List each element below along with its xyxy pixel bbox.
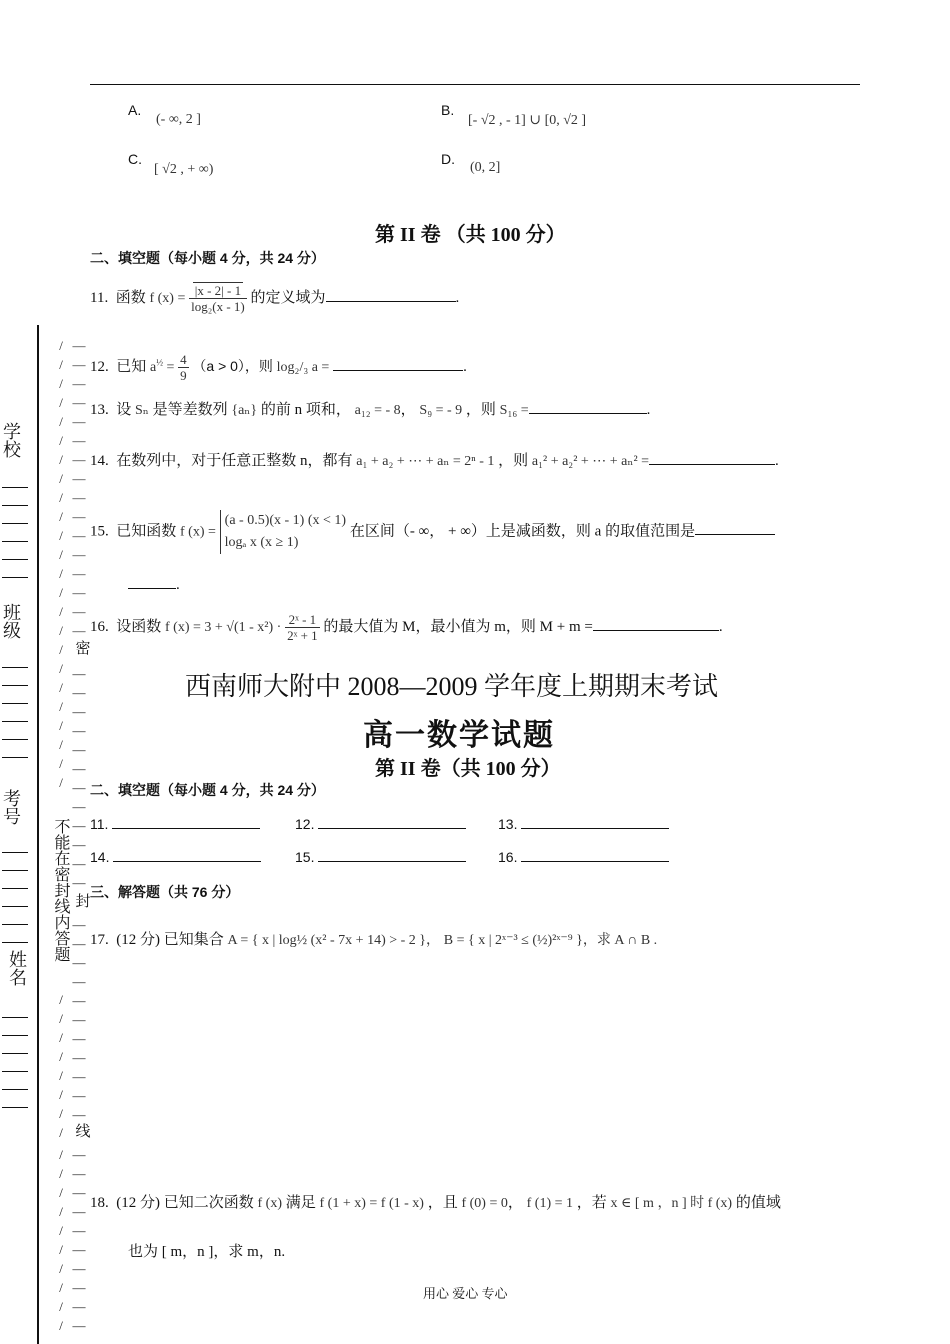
q18-eq1: f (1 + x) = f (1 - x): [319, 1196, 424, 1211]
q14-expr2: a₁² + a₂² + ⋯ + aₙ² =: [531, 454, 650, 469]
answer-slot-14: 14.: [90, 849, 261, 865]
q16-fraction: $\frac{\text{2ˣ - 1}}{\text{2ˣ + 1}}$: [287, 612, 318, 643]
q13-answer-blank[interactable]: [529, 399, 647, 414]
q15-continuation: .: [128, 574, 180, 594]
seal-dash-column-bottom: — — — — — — — — — —: [72, 1147, 86, 1333]
choice-b-label: B.: [441, 102, 455, 118]
choice-d-value: (0, 2]: [470, 160, 501, 175]
q14-answer-blank[interactable]: [649, 450, 775, 465]
q17-set-a: A = { x | log½ (x² - 7x + 14) > - 2 }，: [227, 933, 441, 948]
question-18: 18. (12 分) 已知二次函数 f (x) 满足 f (1 + x) = f (1 - x) ，且 f (0) = 0， f (1) = 1 ，若 x ∈ [ m ，n ] 时 f (x) 的值域: [90, 1195, 781, 1211]
q13-mid2: 的前 n 项和，: [260, 402, 351, 418]
q15-f: f (x) =: [180, 524, 216, 540]
q13-s9: S₉ = - 9: [419, 403, 463, 418]
q17-text: (12 分) 已知集合: [116, 932, 224, 948]
choice-c-value: [ √2 , + ∞): [154, 162, 214, 177]
solve-section-heading: 三、解答题（共 76 分）: [90, 884, 240, 900]
q11-number: 11.: [90, 289, 109, 306]
exam-no-field-lines[interactable]: [2, 835, 28, 950]
footer: 用心 爱心 专心: [423, 1286, 508, 1301]
question-16: 16. 设函数 f (x) = 3 + √(1 - x²) · $\frac{\text{2ˣ - 1}}{\text{2ˣ + 1}}$ 的最大值为 M，最小值为 m，则 M + m = .: [90, 612, 723, 643]
q13-an: {aₙ}: [231, 403, 258, 418]
answer-line-14[interactable]: [113, 849, 261, 862]
q15-answer-blank[interactable]: [695, 520, 775, 535]
answer-line-13[interactable]: [521, 816, 669, 829]
name-field-lines[interactable]: [2, 1000, 28, 1130]
seal-char-feng: 封: [75, 894, 91, 910]
q11-answer-blank[interactable]: [326, 287, 456, 302]
q13-mid: 是等差数列: [152, 402, 228, 418]
fill-section-heading: 二、填空题（每小题 4 分，共 24 分）: [90, 250, 325, 266]
seal-dash-column-mid: — — — — — — — — — — — —: [72, 666, 86, 890]
q18-text: (12 分) 已知二次函数: [116, 1195, 254, 1211]
question-11: 11. 函数 f (x) = $\frac{|x - 2| - 1}{\text{log₂(x - 1)}}$ 的定义域为 .: [90, 283, 460, 314]
school-field-label: 学校: [1, 422, 21, 458]
choice-b-value: [- √2 , - 1] ∪ [0, √2 ]: [468, 113, 587, 128]
answer-slot-15: 15.: [295, 849, 466, 865]
q15-text: 已知函数: [116, 523, 177, 540]
class-field-label: 班级: [1, 603, 21, 639]
q16-text: 设函数: [116, 618, 162, 635]
question-12: 12. 已知 $a^{\frac{1}{2}}$ = $\frac{4}{9}$ （a > 0），则 log₂/₃ a = .: [90, 352, 467, 383]
q12-expr: log₂/₃ a =: [276, 359, 330, 375]
answer-slot-12: 12.: [295, 816, 466, 832]
seal-slash-column-bottom: / / / / / / / / / /: [59, 1147, 63, 1333]
seal-dash-column-right: — — — — — — — — — — — — — — — —: [72, 338, 86, 638]
q11-f: f (x) =: [149, 290, 186, 306]
q13-number: 13.: [90, 402, 109, 418]
question-17: [90, 928, 657, 949]
q11-text: 函数: [115, 289, 146, 306]
answer-fill-section: 二、填空题（每小题 4 分，共 24 分）: [90, 782, 325, 798]
choice-a-value: (- ∞, 2 ]: [156, 112, 201, 127]
q18-line2: 也为 [ m，n ]，求 m，n.: [128, 1244, 286, 1260]
q12-condition: （a > 0），则: [192, 357, 273, 374]
answer-slot-16: 16.: [498, 849, 669, 865]
q18-and: ，且: [427, 1195, 458, 1211]
school-title: 西南师大附中 2008—2009 学年度上期期末考试: [185, 672, 719, 701]
part2-heading: 第 II 卷 （共 100 分）: [375, 224, 566, 246]
q16-answer-blank[interactable]: [593, 616, 719, 631]
name-field-label: 姓名: [7, 950, 27, 986]
q15-post: 在区间（- ∞， + ∞）上是减函数，则 a 的取值范围是: [349, 523, 696, 540]
q16-number: 16.: [90, 618, 109, 635]
answer-line-11[interactable]: [112, 816, 260, 829]
q18-eq2: f (0) = 0: [461, 1196, 508, 1211]
q11-fraction: $\frac{|x - 2| - 1}{\text{log₂(x - 1)}}$: [191, 283, 245, 314]
q15-cases: (a - 0.5)(x - 1) (x < 1) logₐ x (x ≥ 1): [220, 510, 346, 554]
q14-number: 14.: [90, 453, 109, 469]
question-14: 14. 在数列中，对于任意正整数 n，都有 a₁ + a₂ + ⋯ + aₙ = 2ⁿ - 1 ，则 a₁² + a₂² + ⋯ + aₙ² = .: [90, 449, 779, 470]
choice-a-label: A.: [128, 102, 142, 118]
class-field-lines[interactable]: [2, 650, 28, 780]
seal-slash-column-lower: / / / / / / / /: [59, 992, 63, 1140]
q18-cond: 满足: [285, 1195, 316, 1211]
q18-range: x ∈ [ m ，n ] 时 f (x): [610, 1196, 733, 1211]
choice-d-label: D.: [441, 151, 455, 167]
exam-no-field-label: 考号: [1, 789, 21, 825]
answer-line-15[interactable]: [318, 849, 466, 862]
q12-text: 已知: [116, 358, 147, 375]
seal-warning: 不能在密封线内答题: [52, 818, 69, 962]
q12-answer-blank[interactable]: [333, 356, 463, 371]
q13-a12: a₁₂ = - 8: [354, 403, 401, 418]
binding-line: [37, 325, 39, 1344]
q13-then: ，则: [465, 402, 496, 418]
q14-expr: a₁ + a₂ + ⋯ + aₙ = 2ⁿ - 1: [356, 454, 495, 469]
seal-char-mi: 密: [75, 641, 91, 657]
answer-slot-11: 11.: [90, 816, 260, 832]
q14-then: ，则: [498, 453, 529, 469]
seal-dash-column-left: / / / / / / / / / / / / / / / / / / / / / / / /: [59, 338, 63, 790]
question-13: 13. 设 Sₙ 是等差数列 {aₙ} 的前 n 项和， a₁₂ = - 8， S₉ = - 9 ，则 S₁₆ = .: [90, 398, 650, 419]
answer-sheet-heading: 第 II 卷（共 100 分）: [375, 758, 561, 780]
q12-fraction: $\frac{4}{9}$: [180, 352, 187, 383]
q12-number: 12.: [90, 358, 109, 375]
answer-line-16[interactable]: [521, 849, 669, 862]
q15-answer-blank-2[interactable]: [128, 574, 176, 589]
q18-fx: f (x): [257, 1196, 282, 1211]
answer-slot-13: 13.: [498, 816, 669, 832]
q18-eq3: f (1) = 1: [526, 1196, 574, 1211]
exam-title: 高一数学试题: [363, 719, 555, 752]
q13-sn: Sₙ: [135, 403, 149, 418]
q17-number: 17.: [90, 932, 109, 948]
q14-text: 在数列中，对于任意正整数 n，都有: [116, 453, 353, 469]
seal-dash-column-lower: — — — — — — — — — — —: [72, 917, 86, 1122]
top-rule: [90, 84, 860, 85]
q16-post: 的最大值为 M，最小值为 m，则 M + m =: [323, 618, 593, 635]
choice-c-label: C.: [128, 151, 142, 167]
question-15: [90, 510, 775, 554]
q11-post: 的定义域为: [250, 289, 326, 306]
q17-set-b: B = { x | 2ˣ⁻³ ≤ (½)²ˣ⁻⁹ }，求 A ∩ B .: [443, 933, 658, 948]
q18-if: ，若: [576, 1195, 607, 1211]
q13-s16: S₁₆ =: [499, 403, 529, 418]
seal-char-xian: 线: [75, 1124, 91, 1140]
q15-number: 15.: [90, 523, 109, 540]
q16-f: f (x) = 3 + √(1 - x²) ·: [165, 619, 282, 635]
q13-text: 设: [116, 402, 132, 418]
q18-number: 18.: [90, 1195, 109, 1211]
school-field-lines[interactable]: [2, 470, 28, 600]
answer-line-12[interactable]: [318, 816, 466, 829]
q18-tail: 的值域: [735, 1195, 781, 1211]
